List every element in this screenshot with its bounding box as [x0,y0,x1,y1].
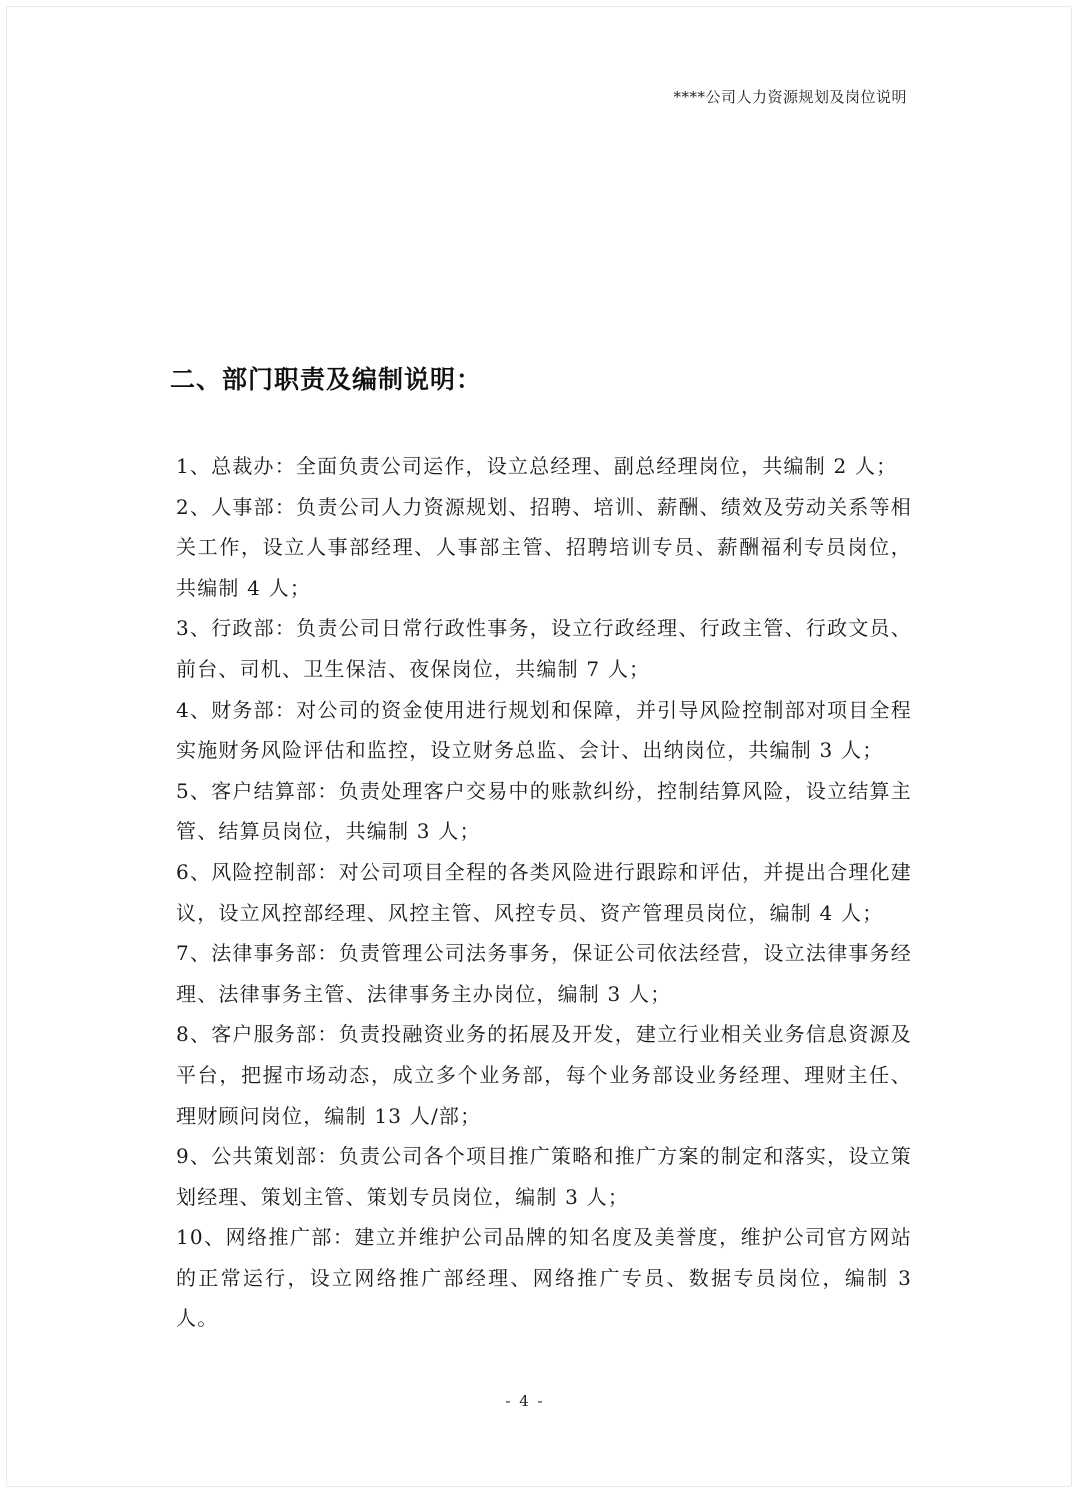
page-number: - 4 - [505,1392,545,1410]
body-text [170,446,912,1339]
list-item: 6、风险控制部：对公司项目全程的各类风险进行跟踪和评估，并提出合理化建议，设立风控部经理、风控主管、风控专员、资产管理员岗位，编制 4 人； [176,859,912,925]
list-item: 4、财务部：对公司的资金使用进行规划和保障，并引导风险控制部对项目全程实施财务风险评估和监控，设立财务总监、会计、出纳岗位，共编制 3 人； [176,697,912,763]
list-item: 9、公共策划部：负责公司各个项目推广策略和推广方案的制定和落实，设立策划经理、策划主管、策划专员岗位，编制 3 人； [176,1144,912,1209]
list-item: 10、网络推广部：建立并维护公司品牌的知名度及美誉度，维护公司官方网站的正常运行，设立网络推广部经理、网络推广专员、数据专员岗位，编制 3 人。 [176,1225,912,1331]
running-header: ****公司人力资源规划及岗位说明 [673,88,907,106]
list-item: 3、行政部：负责公司日常行政性事务，设立行政经理、行政主管、行政文员、前台、司机、卫生保洁、夜保岗位，共编制 7 人； [176,616,912,681]
list-item: 5、客户结算部：负责处理客户交易中的账款纠纷，控制结算风险，设立结算主管、结算员岗位，共编制 3 人； [176,778,912,844]
section-title: 二、部门职责及编制说明： [170,365,483,394]
list-item: 1、总裁办：全面负责公司运作，设立总经理、副总经理岗位，共编制 2 人； [176,454,898,478]
list-item: 2、人事部：负责公司人力资源规划、招聘、培训、薪酬、绩效及劳动关系等相关工作，设立人事部经理、人事部主管、招聘培训专员、薪酬福利专员岗位，共编制 4 人； [176,494,912,600]
list-item: 8、客户服务部：负责投融资业务的拓展及开发，建立行业相关业务信息资源及平台，把握市场动态，成立多个业务部，每个业务部设业务经理、理财主任、理财顾问岗位，编制 13 人/部； [176,1022,912,1128]
list-item: 7、法律事务部：负责管理公司法务事务，保证公司依法经营，设立法律事务经理、法律事务主管、法律事务主办岗位，编制 3 人； [176,941,912,1006]
